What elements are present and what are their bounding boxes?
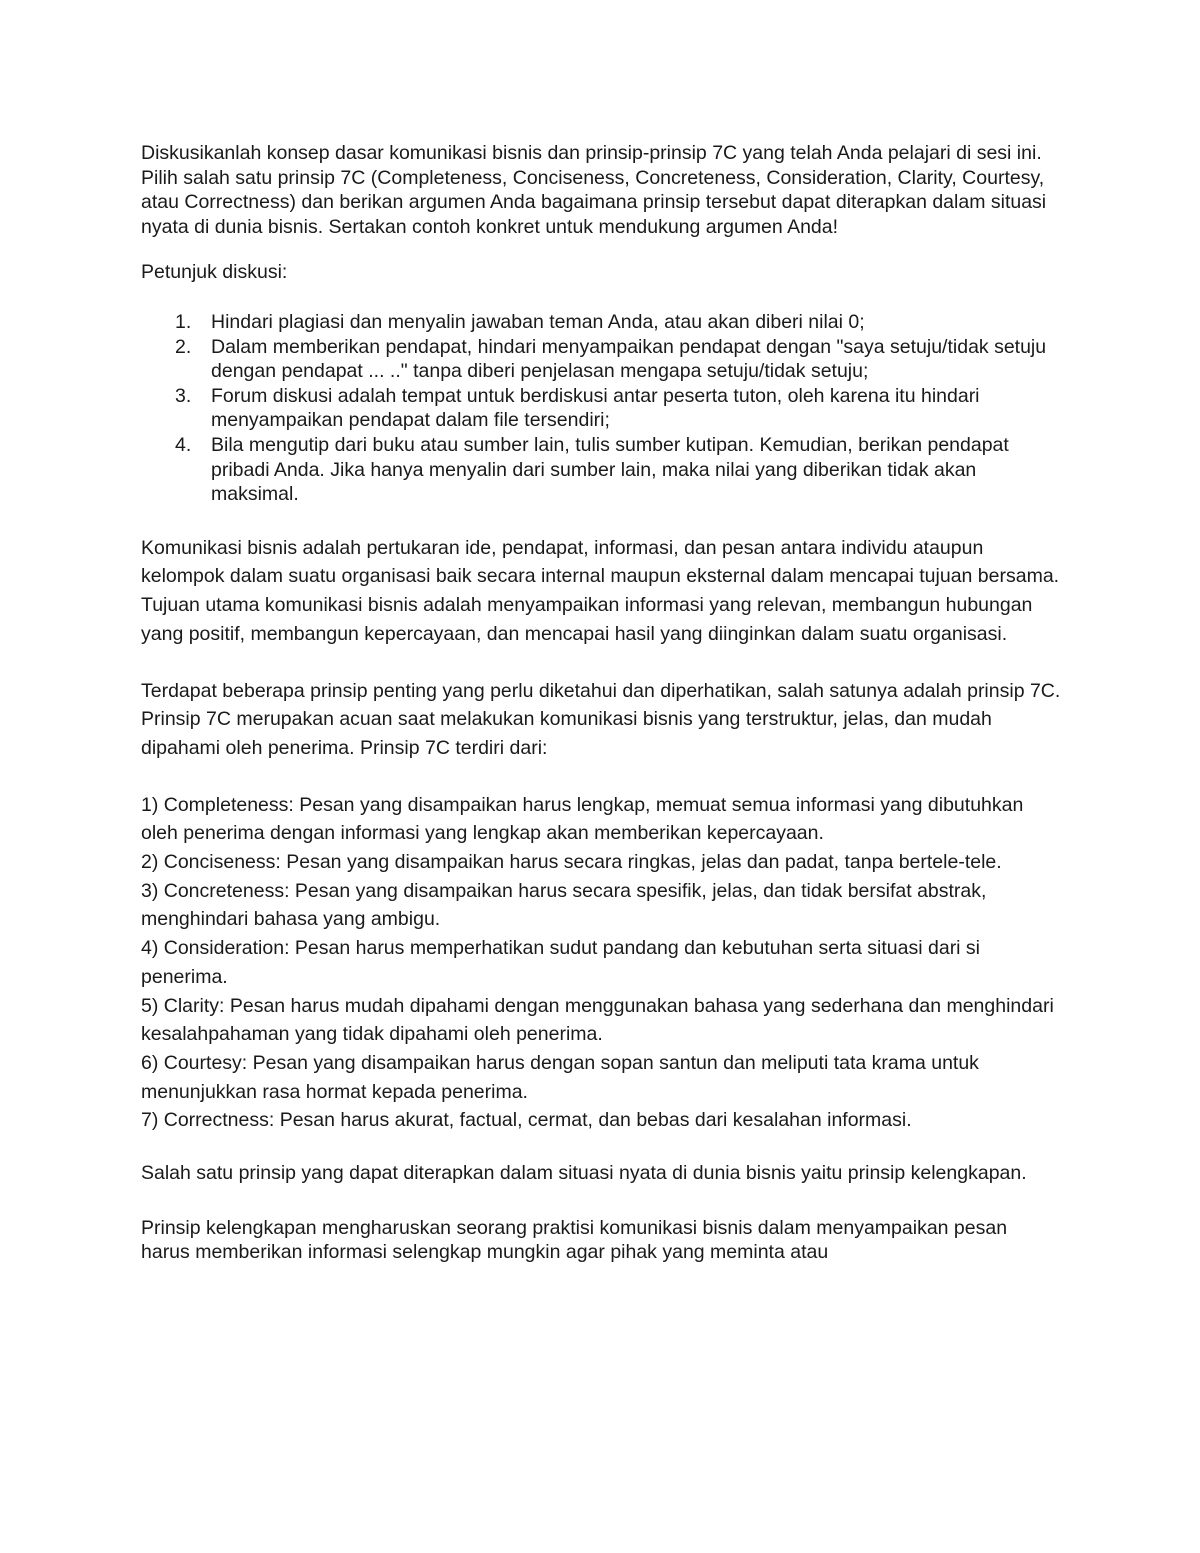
list-item [141,384,1061,433]
terdapat-paragraph: Terdapat beberapa prinsip penting yang perlu diketahui dan diperhatikan, salah satunya adalah prinsip 7C. Prinsip 7C merupakan acuan saat melakukan komunikasi bisnis yang terstruktur, jelas, dan mudah dipahami oleh penerima. Prinsip 7C terdiri dari: [141,679,1061,759]
principle-item-courtesy: 6) Courtesy: Pesan yang disampaikan harus dengan sopan santun dan meliputi tata krama untuk menunjukkan rasa hormat kepada penerima. [141,1051,979,1103]
principle-item-consideration: 4) Consideration: Pesan harus memperhatikan sudut pandang dan kebutuhan serta situasi dari si penerima. [141,937,981,988]
list-number: 2. [175,335,192,358]
principles-list [141,791,1061,1135]
list-item [141,310,1061,335]
principle-item-concreteness: 3) Concreteness: Pesan yang disampaikan harus secara spesifik, jelas, dan tidak bersifat abstrak, menghindari bahasa yang ambigu. [141,879,987,931]
list-item [141,335,1061,384]
petunjuk-heading: Petunjuk diskusi: [141,261,288,284]
principle-item-conciseness: 2) Conciseness: Pesan yang disampaikan harus secara ringkas, jelas dan padat, tanpa bertele-tele. [141,851,1002,874]
list-item-text: Hindari plagiasi dan menyalin jawaban teman Anda, atau akan diberi nilai 0; [211,310,865,333]
komunikasi-paragraph: Komunikasi bisnis adalah pertukaran ide, pendapat, informasi, dan pesan antara individu ataupun kelompok dalam suatu organisasi baik secara internal maupun eksternal dalam mencapai tujuan bersama. Tujuan utama komunikasi bisnis adalah menyampaikan informasi yang relevan, membangun hubungan yang positif, membangun kepercayaan, dan mencapai hasil yang diinginkan dalam suatu organisasi. [141,536,1060,645]
list-item-text: Bila mengutip dari buku atau sumber lain, tulis sumber kutipan. Kemudian, berikan pendapat pribadi Anda. Jika hanya menyalin dari sumber lain, maka nilai yang diberikan tidak akan maksimal. [211,433,1009,506]
list-number: 4. [175,433,192,456]
principle-item-correctness: 7) Correctness: Pesan harus akurat, factual, cermat, dan bebas dari kesalahan informasi. [141,1109,912,1132]
rules-list [141,310,1061,507]
principle-item-clarity: 5) Clarity: Pesan harus mudah dipahami dengan menggunakan bahasa yang sederhana dan menghindari kesalahpahaman yang tidak dipahami oleh penerima. [141,994,1054,1046]
list-item [141,433,1061,507]
list-item-text: Dalam memberikan pendapat, hindari menyampaikan pendapat dengan "saya setuju/tidak setuju dengan pendapat ... .." tanpa diberi penjelasan mengapa setuju/tidak setuju; [211,335,1047,383]
document-page [141,141,1061,1265]
list-number: 3. [175,384,192,407]
list-number: 1. [175,310,192,333]
intro-paragraph: Diskusikanlah konsep dasar komunikasi bisnis dan prinsip-prinsip 7C yang telah Anda pelajari di sesi ini. Pilih salah satu prinsip 7C (Completeness, Conciseness, Concreteness, Consideration, Clarity, Courtesy, atau Correctness) dan berikan argumen Anda bagaimana prinsip tersebut dapat diterapkan dalam situasi nyata di dunia bisnis. Sertakan contoh konkret untuk mendukung argumen Anda! [141,142,1047,238]
principle-item-completeness: 1) Completeness: Pesan yang disampaikan harus lengkap, memuat semua informasi yang dibutuhkan oleh penerima dengan informasi yang lengkap akan memberikan kepercayaan. [141,793,1024,845]
prinsip-paragraph: Prinsip kelengkapan mengharuskan seorang praktisi komunikasi bisnis dalam menyampaikan pesan harus memberikan informasi selengkap mungkin agar pihak yang meminta atau [141,1216,1008,1264]
salah-paragraph: Salah satu prinsip yang dapat diterapkan dalam situasi nyata di dunia bisnis yaitu prinsip kelengkapan. [141,1162,1027,1185]
list-item-text: Forum diskusi adalah tempat untuk berdiskusi antar peserta tuton, oleh karena itu hindari menyampaikan pendapat dalam file tersendiri; [211,384,980,432]
